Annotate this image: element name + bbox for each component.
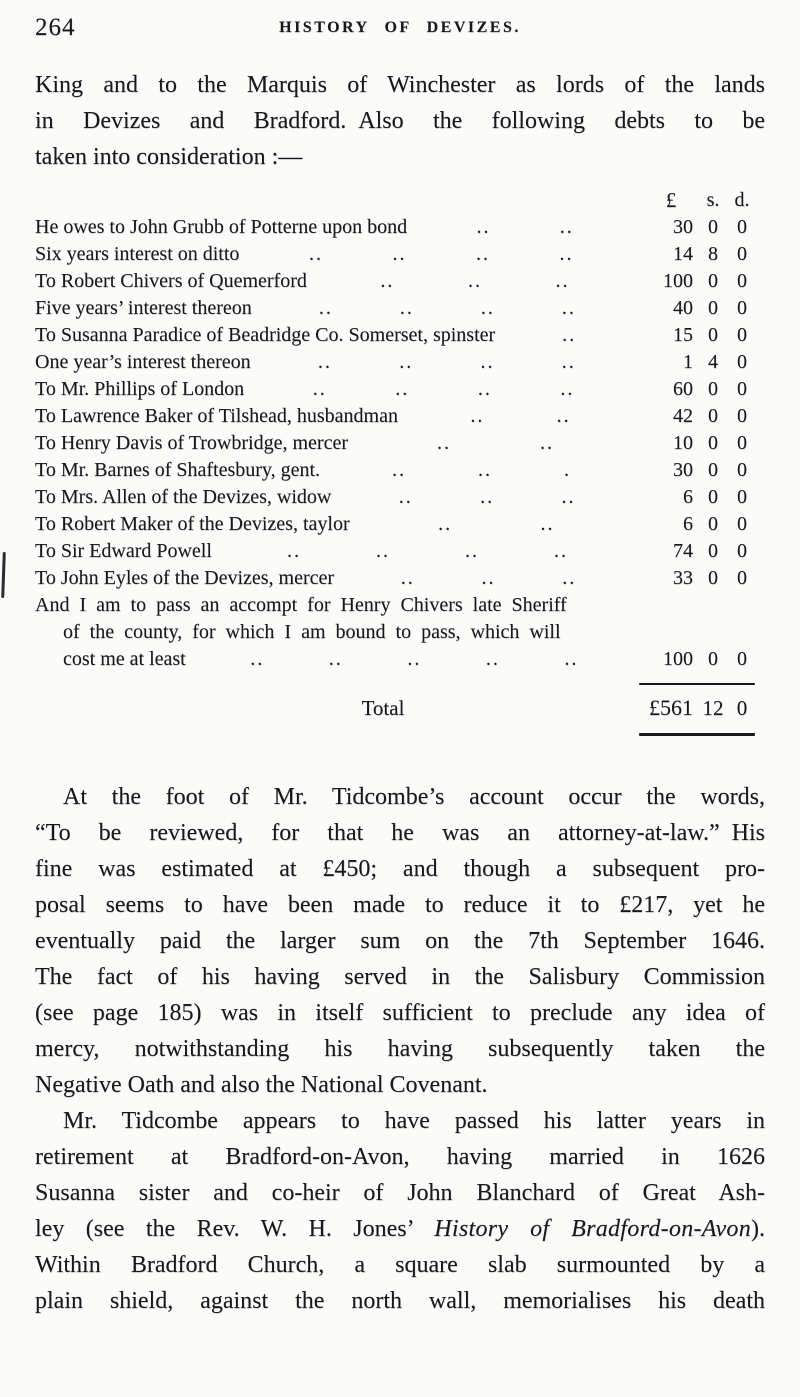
dot-leader: .. — [312, 378, 327, 400]
account-rows — [35, 214, 765, 673]
row-amounts — [643, 322, 765, 349]
amount-pence: 0 — [737, 324, 747, 346]
dot-leader: .. — [308, 243, 323, 265]
paragraph-line — [35, 887, 765, 923]
paragraph-line — [35, 1175, 765, 1211]
amount-pounds: 60 — [673, 378, 693, 400]
total-row — [35, 693, 765, 723]
dot-leaders — [350, 511, 643, 538]
row-amounts — [643, 457, 765, 484]
row-amounts — [643, 214, 765, 241]
amount-pence: 0 — [737, 270, 747, 292]
amount-pence: 0 — [737, 648, 747, 670]
amount-pounds: 100 — [663, 648, 693, 670]
dot-leader: .. — [467, 270, 482, 292]
amount-pence: 0 — [737, 297, 747, 319]
account-row — [35, 592, 765, 619]
amount-pence: 0 — [737, 459, 747, 481]
dot-leader: .. — [286, 540, 301, 562]
amount-shillings: 0 — [708, 459, 718, 481]
account-row — [35, 484, 765, 511]
dot-leader: .. — [562, 324, 577, 346]
amount-pence: 0 — [737, 351, 747, 373]
row-amounts — [643, 295, 765, 322]
body-paragraphs — [35, 779, 765, 1319]
dot-leader: .. — [475, 243, 490, 265]
row-description: To Robert Maker of the Devizes, taylor — [35, 513, 350, 535]
row-amounts — [643, 403, 765, 430]
amount-pounds: 15 — [673, 324, 693, 346]
dot-leader: .. — [561, 297, 576, 319]
dot-leaders — [567, 592, 765, 619]
account-column-headers — [35, 187, 765, 214]
paragraph-line — [35, 1103, 765, 1139]
column-header-pounds: £ — [665, 188, 677, 212]
paragraph-line — [35, 1247, 765, 1283]
dot-leader: .. — [398, 486, 413, 508]
dot-leader: .. — [564, 648, 579, 670]
paragraph — [35, 1103, 765, 1319]
paragraph-line — [35, 815, 765, 851]
italic-book-title: History of Bradford-on-Avon — [434, 1216, 751, 1242]
account-row — [35, 619, 765, 646]
dot-leaders — [251, 349, 643, 376]
amount-shillings: 0 — [708, 378, 718, 400]
paragraph-line — [35, 779, 765, 815]
row-description: Five years’ interest thereon — [35, 297, 252, 319]
account-row — [35, 403, 765, 430]
amount-pounds: 42 — [673, 405, 693, 427]
row-description: To Mr. Phillips of London — [35, 378, 245, 400]
text-segment: Susanna sister and co-heir of John Blanchard of Great Ash- — [35, 1180, 765, 1206]
dot-leader: .. — [480, 297, 495, 319]
dot-leader: .. — [395, 378, 410, 400]
amount-pence: 0 — [737, 405, 747, 427]
account-row — [35, 349, 765, 376]
dot-leader: .. — [399, 351, 414, 373]
dot-leader: .. — [480, 486, 495, 508]
row-description: To Sir Edward Powell — [35, 540, 212, 562]
dot-leaders — [307, 268, 643, 295]
dot-leaders — [212, 538, 643, 565]
total-shillings: 12 — [702, 696, 724, 720]
account-row — [35, 457, 765, 484]
row-description: Six years interest on ditto — [35, 243, 240, 265]
dot-leader: .. — [392, 459, 407, 481]
dot-leader: .. — [562, 567, 577, 589]
dot-leaders — [186, 646, 643, 673]
amount-shillings: 0 — [708, 405, 718, 427]
dot-leader: .. — [328, 648, 343, 670]
text-segment: (see page 185) was in itself sufficient to preclude any idea of — [35, 1000, 765, 1026]
total-rule-top — [639, 683, 755, 685]
paragraph-line — [35, 1139, 765, 1175]
row-description: To Lawrence Baker of Tilshead, husbandman — [35, 405, 398, 427]
amount-shillings: 8 — [708, 243, 718, 265]
row-description: To Mrs. Allen of the Devizes, widow — [35, 486, 332, 508]
dot-leaders — [320, 457, 643, 484]
paragraph-line — [35, 1067, 765, 1103]
dot-leader: .. — [438, 513, 453, 535]
amount-pence: 0 — [737, 513, 747, 535]
paragraph-line — [35, 1283, 765, 1319]
amount-shillings: 0 — [708, 513, 718, 535]
dot-leaders — [561, 619, 765, 646]
row-description: cost me at least — [63, 648, 186, 670]
dot-leader: .. — [540, 513, 555, 535]
row-amounts — [643, 511, 765, 538]
total-label: Total — [361, 696, 405, 720]
amount-pounds: 40 — [673, 297, 693, 319]
total-pounds: £561 — [649, 695, 693, 720]
account-row — [35, 214, 765, 241]
text-segment: “To be reviewed, for that he was an attorney-at-law.” His — [35, 820, 765, 846]
paragraph-line — [35, 1211, 765, 1247]
amount-shillings: 0 — [708, 216, 718, 238]
amount-pence: 0 — [737, 216, 747, 238]
total-pence: 0 — [736, 696, 748, 720]
amount-pounds: 100 — [663, 270, 693, 292]
dot-leaders — [239, 241, 643, 268]
amount-pence: 0 — [737, 540, 747, 562]
row-description: To Mr. Barnes of Shaftesbury, gent. — [35, 459, 321, 481]
intro-line: taken into consideration :— — [35, 144, 303, 170]
total-section — [35, 683, 765, 736]
dot-leaders — [348, 430, 643, 457]
row-description: To Henry Davis of Trowbridge, mercer — [35, 432, 348, 454]
row-description: To Robert Chivers of Quemerford — [35, 270, 307, 292]
total-amounts — [643, 693, 765, 723]
text-segment: At the foot of Mr. Tidcombe’s account occur the words, — [63, 784, 765, 810]
amount-shillings: 0 — [708, 486, 718, 508]
dot-leaders — [244, 376, 643, 403]
paragraph-line — [35, 959, 765, 995]
text-segment: retirement at Bradford-on-Avon, having married in 1626 — [35, 1144, 765, 1170]
amount-pence: 0 — [737, 486, 747, 508]
row-amounts — [643, 484, 765, 511]
amount-pence: 0 — [737, 567, 747, 589]
page-number: 264 — [35, 14, 76, 41]
amount-shillings: 0 — [708, 540, 718, 562]
amount-pounds: 6 — [683, 486, 693, 508]
amount-pounds: 33 — [673, 567, 693, 589]
amount-pounds: 14 — [673, 243, 693, 265]
dot-leaders — [334, 565, 643, 592]
text-segment: mercy, notwithstanding his having subsequently taken the — [35, 1036, 765, 1062]
dot-leader: .. — [539, 432, 554, 454]
dot-leaders — [495, 322, 643, 349]
paragraph-line — [35, 1031, 765, 1067]
row-amounts — [643, 376, 765, 403]
text-segment: Negative Oath and also the National Covenant. — [35, 1072, 488, 1098]
text-segment: posal seems to have been made to reduce it to £217, yet he — [35, 892, 765, 918]
amount-shillings: 0 — [708, 270, 718, 292]
row-description: One year’s interest thereon — [35, 351, 251, 373]
row-amounts — [643, 349, 765, 376]
text-segment: eventually paid the larger sum on the 7th September 1646. — [35, 928, 765, 954]
dot-leader: .. — [407, 648, 422, 670]
dot-leaders — [252, 295, 643, 322]
dot-leader: .. — [556, 405, 571, 427]
dot-leaders — [407, 214, 643, 241]
paragraph-line — [35, 995, 765, 1031]
amount-shillings: 4 — [708, 351, 718, 373]
text-segment: ). — [751, 1216, 765, 1242]
row-description: And I am to pass an accompt for Henry Chivers late Sheriff — [35, 594, 567, 616]
amount-shillings: 0 — [708, 567, 718, 589]
amount-shillings: 0 — [708, 324, 718, 346]
amount-pounds: 10 — [673, 432, 693, 454]
column-header-pence: d. — [734, 189, 750, 211]
dot-leader: .. — [318, 297, 333, 319]
dot-leader: .. — [250, 648, 265, 670]
dot-leader: .. — [392, 243, 407, 265]
row-amounts — [643, 268, 765, 295]
text-segment: ley (see the Rev. W. H. Jones’ — [35, 1216, 435, 1242]
row-description: He owes to John Grubb of Potterne upon bond — [35, 216, 408, 238]
account-row — [35, 511, 765, 538]
text-segment: Mr. Tidcombe appears to have passed his latter years in — [63, 1108, 765, 1134]
amount-pence: 0 — [737, 243, 747, 265]
row-amounts — [643, 646, 765, 673]
header-spacer — [35, 187, 643, 214]
dot-leader: .. — [399, 297, 414, 319]
dot-leader: .. — [464, 540, 479, 562]
dot-leader: .. — [559, 216, 574, 238]
account-row — [35, 295, 765, 322]
row-amounts — [643, 565, 765, 592]
dot-leader: .. — [561, 486, 576, 508]
dot-leader: .. — [476, 216, 491, 238]
row-amounts — [643, 430, 765, 457]
paragraph — [35, 779, 765, 1103]
account-row — [35, 241, 765, 268]
amount-shillings: 0 — [708, 297, 718, 319]
dot-leaders — [398, 403, 643, 430]
row-description: To Susanna Paradice of Beadridge Co. Somerset, spinster — [35, 324, 496, 346]
intro-line: King and to the Marquis of Winchester as lords of the lands — [35, 72, 765, 98]
text-segment: fine was estimated at £450; and though a subsequent pro- — [35, 856, 765, 882]
account-row — [35, 565, 765, 592]
account-row — [35, 430, 765, 457]
amount-pence: 0 — [737, 378, 747, 400]
account-row — [35, 538, 765, 565]
dot-leader: . — [563, 459, 571, 481]
dot-leader: .. — [478, 459, 492, 481]
dot-leader: .. — [485, 648, 500, 670]
dot-leader: .. — [553, 540, 568, 562]
row-description: To John Eyles of the Devizes, mercer — [35, 567, 335, 589]
dot-leader: .. — [477, 378, 492, 400]
text-segment: Within Bradford Church, a square slab surmounted by a — [35, 1252, 765, 1278]
dot-leader: .. — [400, 567, 415, 589]
account-row — [35, 646, 765, 673]
text-segment: plain shield, against the north wall, memorialises his death — [35, 1288, 765, 1314]
text-segment: The fact of his having served in the Salisbury Commission — [35, 964, 765, 990]
dot-leaders — [331, 484, 643, 511]
amount-pounds: 74 — [673, 540, 693, 562]
dot-leader: .. — [375, 540, 390, 562]
dot-leader: .. — [317, 351, 332, 373]
account-row — [35, 322, 765, 349]
dot-leader: .. — [380, 270, 395, 292]
intro-paragraph — [35, 67, 765, 175]
dot-leader: .. — [481, 567, 496, 589]
row-amounts — [643, 241, 765, 268]
dot-leader: .. — [480, 351, 495, 373]
row-description: of the county, for which I am bound to pass, which will — [63, 621, 561, 643]
dot-leader: .. — [560, 378, 575, 400]
dot-leader: .. — [436, 432, 451, 454]
amount-shillings: 0 — [708, 432, 718, 454]
running-title: HISTORY OF DEVIZES. — [279, 19, 521, 36]
amount-pounds: 30 — [673, 216, 693, 238]
paragraph-line — [35, 923, 765, 959]
amount-pounds: 30 — [673, 459, 693, 481]
intro-line: in Devizes and Bradford. Also the following debts to be — [35, 108, 765, 134]
scan-artifact-mark — [1, 552, 6, 598]
dot-leader: .. — [555, 270, 570, 292]
total-rule-bottom — [639, 733, 755, 736]
account-row — [35, 376, 765, 403]
amount-pence: 0 — [737, 432, 747, 454]
column-header-shillings: s. — [706, 189, 720, 211]
dot-leader: .. — [470, 405, 485, 427]
amount-pounds: 1 — [683, 351, 693, 373]
dot-leader: .. — [559, 243, 574, 265]
dot-leader: .. — [561, 351, 576, 373]
paragraph-line — [35, 851, 765, 887]
amount-shillings: 0 — [708, 648, 718, 670]
page-header — [35, 14, 765, 46]
amount-pounds: 6 — [683, 513, 693, 535]
row-amounts — [643, 538, 765, 565]
account-table — [35, 187, 765, 736]
account-row — [35, 268, 765, 295]
header-amounts — [643, 187, 765, 214]
